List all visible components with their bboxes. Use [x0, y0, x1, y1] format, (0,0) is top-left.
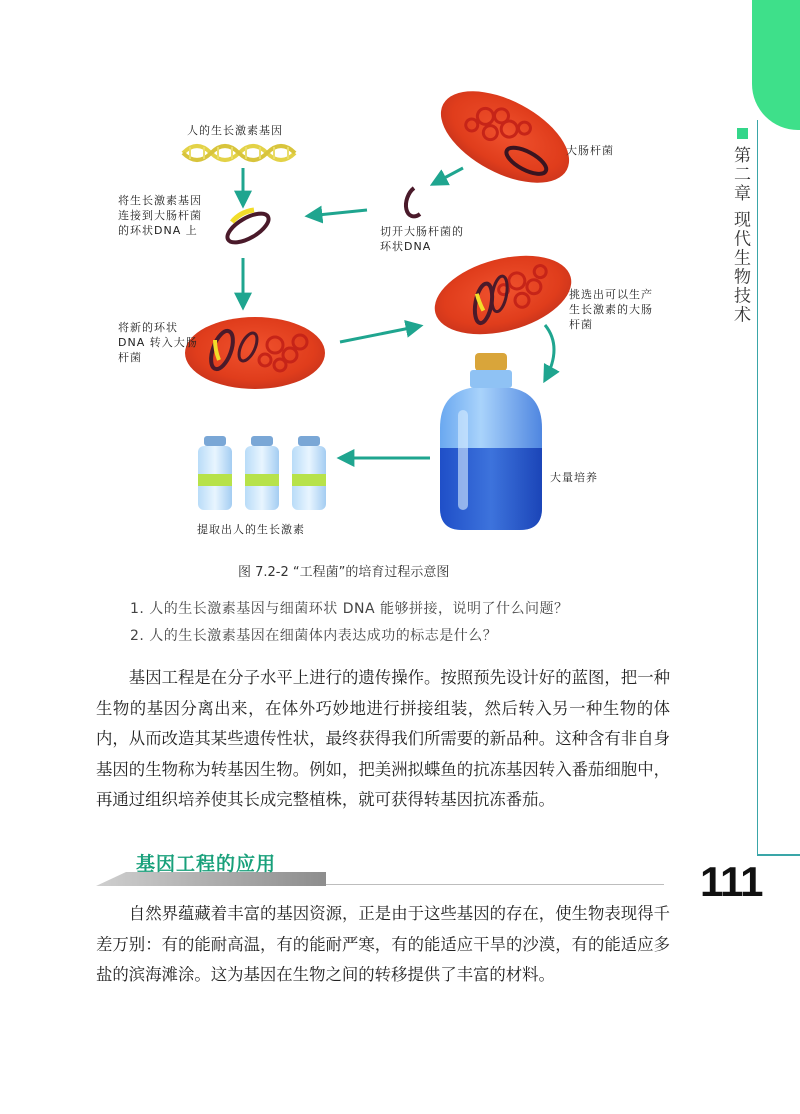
body-paragraph-2	[96, 899, 670, 991]
engineered-bacteria-figure	[0, 0, 730, 560]
paragraph-text: 自然界蕴藏着丰富的基因资源，正是由于这些基因的存在，使生物表现得千差万别：有的能耐高温，有的能耐严寒，有的能适应干旱的沙漠，有的能适应多盐的滨海滩涂。这为基因在生物之间的转移提供了丰富的材料。	[96, 904, 670, 984]
label-transfer: 将新的环状DNA 转入大肠杆菌	[118, 321, 198, 364]
paragraph-text: 基因工程是在分子水平上进行的遗传操作。按照预先设计好的蓝图，把一种生物的基因分离出来，在体外巧妙地进行拼接组装，然后转入另一种生物的体内，从而改造其某些遗传性状，最终获得我们所需要的新品种。这种含有非自身基因的生物称为转基因生物。例如，把美洲拟蝶鱼的抗冻基因转入番茄细胞中，再通过组织培养使其长成完整植株，就可获得转基因抗冻番茄。	[96, 668, 670, 809]
cut-plasmid-icon	[406, 188, 420, 216]
hormone-vials	[198, 436, 326, 510]
label-culture: 大量培养	[550, 471, 598, 484]
ecoli-cell-transformed	[185, 317, 325, 389]
arrow-ecoli-to-plasmid	[433, 168, 463, 184]
label-human-gene: 人的生长激素基因	[187, 124, 283, 137]
body-paragraph-1	[96, 663, 670, 816]
label-select: 挑选出可以生产生长激素的大肠杆菌	[569, 288, 653, 331]
chapter-tab-rule	[757, 120, 758, 854]
chapter-tab-decoration	[752, 0, 800, 130]
section-title: 基因工程的应用	[136, 853, 277, 875]
ecoli-cell-selected	[426, 242, 580, 348]
ecoli-cell-top	[426, 72, 583, 201]
label-connect: 将生长激素基因连接到大肠杆菌的环状DNA 上	[118, 194, 202, 237]
figure-illustration	[0, 0, 730, 560]
chapter-marker-icon	[737, 128, 748, 139]
culture-bottle	[440, 353, 542, 530]
label-cut-plasmid: 切开大肠杆菌的环状DNA	[380, 225, 464, 253]
arrow-to-selected	[340, 326, 420, 342]
dna-helix-icon	[183, 146, 295, 160]
page-number: 111	[700, 858, 763, 905]
arrow-to-bottle	[545, 325, 554, 380]
question-1: 1. 人的生长激素基因与细菌环状 DNA 能够拼接，说明了什么问题？	[130, 601, 569, 617]
label-ecoli: 大肠杆菌	[566, 144, 614, 157]
recombinant-plasmid-icon	[223, 208, 273, 248]
page-number-rule	[757, 854, 800, 856]
question-2: 2. 人的生长激素基因在细菌体内表达成功的标志是什么？	[130, 628, 498, 644]
section-heading-rule	[326, 884, 664, 885]
label-extract: 提取出人的生长激素	[197, 523, 305, 536]
arrow-plasmid-to-connect	[308, 210, 367, 216]
chapter-label: 第二章 现代生物技术	[730, 146, 750, 325]
section-heading-bar-tip	[96, 872, 126, 886]
figure-caption: 图 7.2-2 “工程菌”的培育过程示意图	[238, 565, 450, 580]
